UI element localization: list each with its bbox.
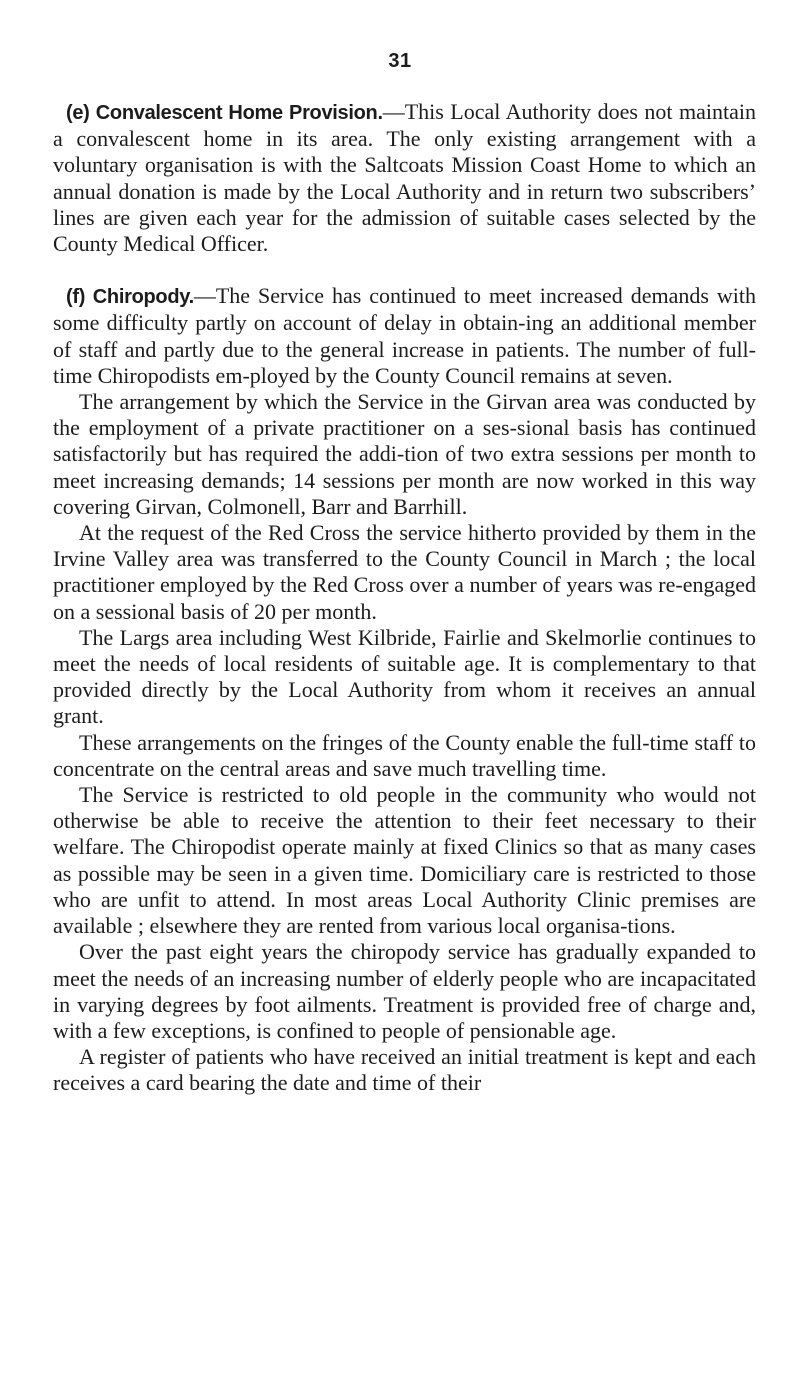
section-f-paragraph-2: The arrangement by which the Service in the Girvan area was conducted by the employment of a private practitioner on a ses-sional basis has continued satisfactorily but has required the addi-tion of two extra sessions per month to meet increasing demands; 14 sessions per month are now worked in this way covering Girvan, Colmonell, Barr and Barrhill. (53, 389, 756, 519)
section-f-paragraph-8: A register of patients who have received an initial treatment is kept and each receives a card bearing the date and time of their (53, 1044, 756, 1096)
page-number: 31 (388, 50, 412, 72)
section-f-heading: (f) Chiropody. (66, 286, 194, 309)
section-e-text-1: —This Local Authority does not maintain a convalescent home in its area. The only existing arrangement with a voluntary organisation is with the Saltcoats Mission Coast Home to which an annual donation is made by the Local Authority and in return two subscribers’ lines are given each year for the admission of suitable cases selected by the County Medical Officer. (53, 99, 756, 257)
section-f-paragraph-6: The Service is restricted to old people in the community who would not otherwise be able to receive the attention to their feet necessary to their welfare. The Chiropodist operate mainly at fixed Clinics so that as many cases as possible may be seen in a given time. Domiciliary care is restricted to those who are unfit to attend. In most areas Local Authority Clinic premises are available ; elsewhere they are rented from various local organisa-tions. (53, 782, 756, 939)
section-e-heading: (e) Convalescent Home Provision. (66, 102, 383, 124)
section-f-paragraph-1 (53, 283, 756, 389)
section-divider (53, 257, 756, 283)
section-f-text-1: —The Service has continued to meet increased demands with some difficulty partly on account of delay in obtain-ing an additional member of staff and partly due to the general increase in patients. The number of full-time Chiropodists em-ployed by the County Council remains at seven. (53, 283, 756, 388)
section-f-paragraph-5: These arrangements on the fringes of the County enable the full-time staff to concentrate on the central areas and save much travelling time. (53, 729, 756, 781)
section-e-paragraph-1 (53, 99, 756, 257)
section-f-paragraph-4: The Largs area including West Kilbride, Fairlie and Skelmorlie continues to meet the needs of local residents of suitable age. It is complementary to that provided directly by the Local Authority from whom it receives an annual grant. (53, 624, 756, 729)
section-f-paragraph-7: Over the past eight years the chiropody service has gradually expanded to meet the needs of an increasing number of elderly people who are incapacitated in varying degrees by foot ailments. Treatment is provided free of charge and, with a few exceptions, is confined to people of pensionable age. (53, 939, 756, 1043)
section-f-paragraph-3: At the request of the Red Cross the service hitherto provided by them in the Irvine Valley area was transferred to the County Council in March ; the local practitioner employed by the Red Cross over a number of years was re-engaged on a sessional basis of 20 per month. (53, 520, 756, 624)
body-text (53, 99, 756, 1097)
